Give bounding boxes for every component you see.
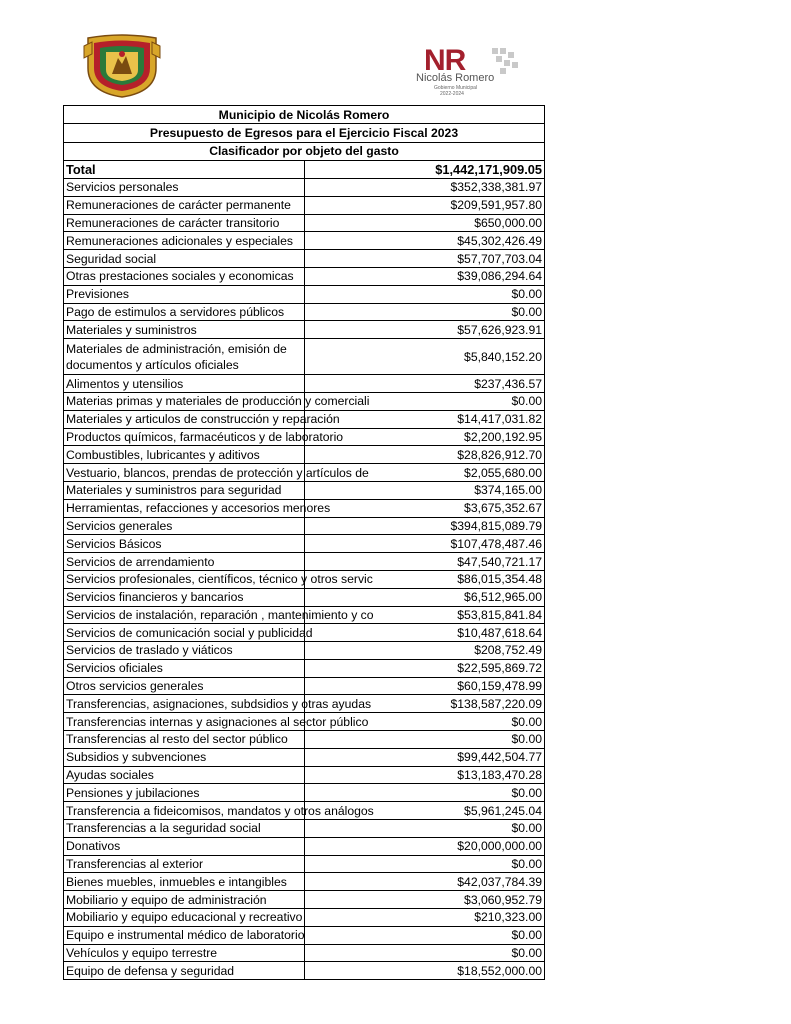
row-label: Seguridad social	[64, 250, 305, 268]
row-label: Remuneraciones de carácter transitorio	[64, 214, 305, 232]
row-label: Servicios profesionales, científicos, técnico y otros servic	[64, 570, 305, 588]
table-row	[64, 232, 545, 250]
table-row	[64, 535, 545, 553]
table-row	[64, 659, 545, 677]
row-label: Donativos	[64, 837, 305, 855]
table-row	[64, 392, 545, 410]
row-label: Transferencia a fideicomisos, mandatos y otros análogos	[64, 802, 305, 820]
row-value: $352,338,381.97	[304, 178, 545, 196]
row-value: $99,442,504.77	[304, 748, 545, 766]
total-label: Total	[64, 161, 305, 179]
row-value: $18,552,000.00	[304, 962, 545, 980]
table-row	[64, 748, 545, 766]
row-value: $0.00	[304, 713, 545, 731]
table-row	[64, 677, 545, 695]
row-value: $2,055,680.00	[304, 464, 545, 482]
row-value: $209,591,957.80	[304, 196, 545, 214]
row-value: $5,961,245.04	[304, 802, 545, 820]
row-value: $138,587,220.09	[304, 695, 545, 713]
table-row	[64, 873, 545, 891]
row-label: Remuneraciones adicionales y especiales	[64, 232, 305, 250]
table-row	[64, 267, 545, 285]
table-row	[64, 926, 545, 944]
header-row	[64, 142, 545, 160]
table-row	[64, 499, 545, 517]
municipal-seal-logo	[82, 34, 162, 98]
row-label: Servicios personales	[64, 178, 305, 196]
logo-name: Nicolás Romero	[416, 72, 495, 84]
table-row	[64, 837, 545, 855]
classifier-title: Clasificador por objeto del gasto	[64, 142, 545, 160]
row-label: Materiales y suministros	[64, 321, 305, 339]
table-row	[64, 446, 545, 464]
table-row	[64, 214, 545, 232]
row-value: $0.00	[304, 784, 545, 802]
table-row	[64, 713, 545, 731]
table-row	[64, 285, 545, 303]
row-value: $47,540,721.17	[304, 553, 545, 571]
row-value: $0.00	[304, 944, 545, 962]
table-row	[64, 339, 545, 375]
table-row	[64, 250, 545, 268]
row-value: $6,512,965.00	[304, 588, 545, 606]
row-label: Servicios generales	[64, 517, 305, 535]
row-value: $0.00	[304, 731, 545, 749]
row-label: Mobiliario y equipo educacional y recreativo	[64, 909, 305, 927]
row-value: $86,015,354.48	[304, 570, 545, 588]
total-row	[64, 161, 545, 179]
row-label: Servicios de comunicación social y publicidad	[64, 624, 305, 642]
row-label: Remuneraciones de carácter permanente	[64, 196, 305, 214]
row-label: Transferencias al exterior	[64, 855, 305, 873]
row-value: $10,487,618.64	[304, 624, 545, 642]
row-value: $14,417,031.82	[304, 410, 545, 428]
row-label: Vestuario, blancos, prendas de protección y artículos de	[64, 464, 305, 482]
row-value: $0.00	[304, 855, 545, 873]
table-row	[64, 784, 545, 802]
row-value: $22,595,869.72	[304, 659, 545, 677]
table-row	[64, 178, 545, 196]
table-row	[64, 891, 545, 909]
row-value: $60,159,478.99	[304, 677, 545, 695]
nicolas-romero-logo	[414, 42, 526, 98]
row-value: $42,037,784.39	[304, 873, 545, 891]
row-label: Servicios de traslado y viáticos	[64, 642, 305, 660]
budget-title: Presupuesto de Egresos para el Ejercicio Fiscal 2023	[64, 124, 545, 142]
row-value: $0.00	[304, 926, 545, 944]
table-row	[64, 855, 545, 873]
table-row	[64, 642, 545, 660]
row-value: $3,060,952.79	[304, 891, 545, 909]
table-row	[64, 196, 545, 214]
table-row	[64, 802, 545, 820]
row-value: $57,626,923.91	[304, 321, 545, 339]
table-row	[64, 303, 545, 321]
total-value: $1,442,171,909.05	[304, 161, 545, 179]
row-label: Transferencias a la seguridad social	[64, 820, 305, 838]
row-value: $0.00	[304, 820, 545, 838]
table-row	[64, 588, 545, 606]
row-value: $28,826,912.70	[304, 446, 545, 464]
table-row	[64, 410, 545, 428]
budget-table	[63, 105, 545, 980]
logo-subtitle: Gobierno Municipal	[434, 85, 478, 91]
row-value: $45,302,426.49	[304, 232, 545, 250]
table-row	[64, 624, 545, 642]
table-row	[64, 695, 545, 713]
table-row	[64, 517, 545, 535]
table-row	[64, 481, 545, 499]
row-label: Previsiones	[64, 285, 305, 303]
row-value: $650,000.00	[304, 214, 545, 232]
row-label: Materiales y articulos de construcción y reparación	[64, 410, 305, 428]
table-row	[64, 766, 545, 784]
row-label: Servicios oficiales	[64, 659, 305, 677]
header-row	[64, 106, 545, 124]
table-row	[64, 570, 545, 588]
logo-years: 2022-2024	[440, 91, 464, 97]
row-value: $237,436.57	[304, 375, 545, 393]
table-row	[64, 464, 545, 482]
row-label: Transferencias, asignaciones, subdsidios y otras ayudas	[64, 695, 305, 713]
table-row	[64, 962, 545, 980]
row-value: $5,840,152.20	[304, 339, 545, 375]
row-label: Subsidios y subvenciones	[64, 748, 305, 766]
logo-mark: NR	[424, 44, 466, 77]
row-label: Equipo e instrumental médico de laboratorio	[64, 926, 305, 944]
table-row	[64, 909, 545, 927]
row-label: Otros servicios generales	[64, 677, 305, 695]
row-label: Transferencias internas y asignaciones al sector público	[64, 713, 305, 731]
row-value: $0.00	[304, 285, 545, 303]
row-value: $20,000,000.00	[304, 837, 545, 855]
table-row	[64, 606, 545, 624]
row-value: $107,478,487.46	[304, 535, 545, 553]
row-value: $57,707,703.04	[304, 250, 545, 268]
row-label: Productos químicos, farmacéuticos y de laboratorio	[64, 428, 305, 446]
row-label: Equipo de defensa y seguridad	[64, 962, 305, 980]
row-value: $0.00	[304, 303, 545, 321]
row-label: Vehículos y equipo terrestre	[64, 944, 305, 962]
row-label: Combustibles, lubricantes y aditivos	[64, 446, 305, 464]
row-label: Bienes muebles, inmuebles e intangibles	[64, 873, 305, 891]
municipality-title: Municipio de Nicolás Romero	[64, 106, 545, 124]
row-label: Alimentos y utensilios	[64, 375, 305, 393]
table-row	[64, 553, 545, 571]
header-row	[64, 124, 545, 142]
row-label: Servicios financieros y bancarios	[64, 588, 305, 606]
row-value: $3,675,352.67	[304, 499, 545, 517]
table-row	[64, 820, 545, 838]
row-label: Transferencias al resto del sector público	[64, 731, 305, 749]
row-value: $210,323.00	[304, 909, 545, 927]
row-value: $13,183,470.28	[304, 766, 545, 784]
table-row	[64, 731, 545, 749]
row-label: Pensiones y jubilaciones	[64, 784, 305, 802]
row-label: Pago de estimulos a servidores públicos	[64, 303, 305, 321]
row-label: Servicios de instalación, reparación , mantenimiento y co	[64, 606, 305, 624]
row-label: Materiales y suministros para seguridad	[64, 481, 305, 499]
budget-table-body	[64, 106, 545, 980]
row-label: Servicios de arrendamiento	[64, 553, 305, 571]
table-row	[64, 428, 545, 446]
row-value: $208,752.49	[304, 642, 545, 660]
row-value: $394,815,089.79	[304, 517, 545, 535]
row-label: Herramientas, refacciones y accesorios menores	[64, 499, 305, 517]
table-row	[64, 321, 545, 339]
row-value: $374,165.00	[304, 481, 545, 499]
row-label: Servicios Básicos	[64, 535, 305, 553]
row-value: $53,815,841.84	[304, 606, 545, 624]
row-label: Mobiliario y equipo de administración	[64, 891, 305, 909]
row-label: Otras prestaciones sociales y economicas	[64, 267, 305, 285]
row-value: $0.00	[304, 392, 545, 410]
row-label: Materiales de administración, emisión de documentos y artículos oficiales	[64, 339, 305, 375]
row-label: Ayudas sociales	[64, 766, 305, 784]
row-value: $39,086,294.64	[304, 267, 545, 285]
row-label: Materias primas y materiales de producción y comerciali	[64, 392, 305, 410]
row-value: $2,200,192.95	[304, 428, 545, 446]
table-row	[64, 375, 545, 393]
table-row	[64, 944, 545, 962]
